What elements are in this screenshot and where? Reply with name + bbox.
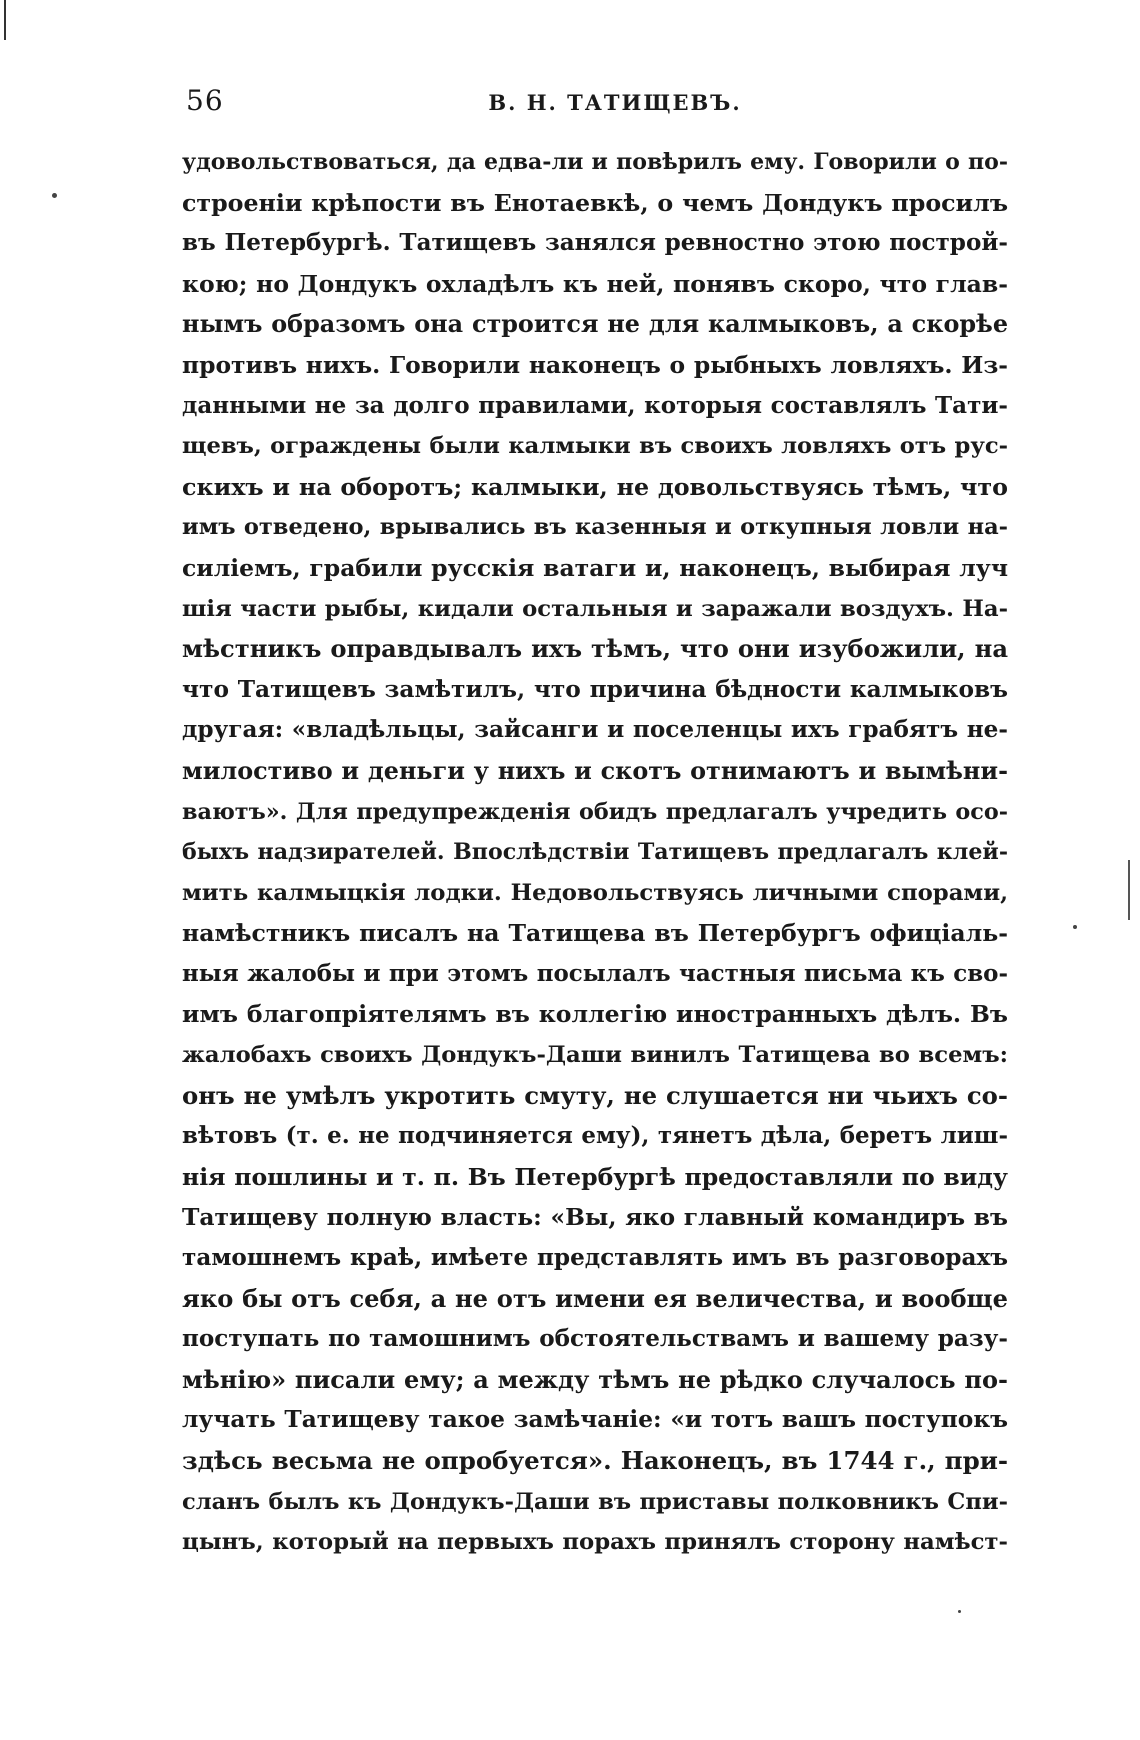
scan-speck [1073, 925, 1077, 929]
text-line: нія пошлины и т. п. Въ Петербургѣ предоставляли по виду [182, 1162, 1008, 1191]
scan-speck [52, 193, 57, 198]
text-line: сланъ былъ къ Дондукъ-Даши въ приставы полковникъ Спи- [182, 1488, 1008, 1515]
text-line: вѣтовъ (т. е. не подчиняется ему), тянетъ дѣла, беретъ лиш- [182, 1122, 1008, 1150]
text-line: другая: «владѣльцы, зайсанги и поселенцы ихъ грабятъ не- [182, 716, 1008, 744]
text-line: онъ не умѣлъ укротить смуту, не слушается ни чьихъ со- [182, 1080, 1008, 1110]
text-line: строеніи крѣпости въ Енотаевкѣ, о чемъ Дондукъ просилъ [182, 188, 1008, 217]
text-line: скихъ и на оборотъ; калмыки, не довольствуясь тѣмъ, что [182, 472, 1008, 501]
page-number: 56 [186, 84, 224, 117]
text-line: мить калмыцкія лодки. Недовольствуясь личными спорами, [182, 879, 1008, 906]
text-line: ныя жалобы и при этомъ посылалъ частныя письма къ сво- [182, 959, 1008, 987]
text-line: тамошнемъ краѣ, имѣете представлять имъ въ разговорахъ [182, 1244, 1008, 1272]
book-page [182, 80, 1008, 1563]
text-line: противъ нихъ. Говорили наконецъ о рыбныхъ ловляхъ. Из- [182, 350, 1008, 379]
scan-speck [958, 1610, 961, 1613]
text-line: щевъ, ограждены были калмыки въ своихъ ловляхъ отъ рус- [182, 433, 1008, 460]
text-line: цынъ, который на первыхъ порахъ принялъ сторону намѣст- [182, 1529, 1008, 1556]
text-line: намѣстникъ писалъ на Татищева въ Петербургъ офиціаль- [182, 919, 1008, 948]
text-line: Татищеву полную власть: «Вы, яко главный командиръ въ [182, 1203, 1008, 1232]
text-line: въ Петербургѣ. Татищевъ занялся ревностно этою построй- [182, 229, 1008, 257]
body-text [182, 142, 1008, 1563]
text-line: имъ отведено, врывались въ казенныя и откупныя ловли на- [182, 514, 1008, 541]
running-head: В. Н. ТАТИЩЕВЪ. [488, 90, 742, 115]
text-line: данными не за долго правилами, которыя составлялъ Тати- [182, 391, 1008, 419]
text-line: мѣнію» писали ему; а между тѣмъ не рѣдко случалось по- [182, 1364, 1008, 1394]
text-line: милостиво и деньги у нихъ и скотъ отнимаютъ и вымѣни- [182, 756, 1008, 785]
text-line: что Татищевъ замѣтилъ, что причина бѣдности калмыковъ [182, 675, 1008, 703]
scan-edge-mark [1128, 860, 1130, 920]
text-line: кою; но Дондукъ охладѣлъ къ ней, понявъ скоро, что глав- [182, 269, 1008, 298]
text-line: силіемъ, грабили русскія ватаги и, наконецъ, выбирая луч [182, 553, 1008, 582]
page-header [182, 80, 1008, 124]
text-line: удовольствоваться, да едва-ли и повѣрилъ ему. Говорили о по- [182, 149, 1008, 175]
text-line: здѣсь весьма не опробуется». Наконецъ, въ 1744 г., при- [182, 1446, 1008, 1475]
text-line: имъ благопріятелямъ въ коллегію иностранныхъ дѣлъ. Въ [182, 1000, 1008, 1029]
text-line: мѣстникъ оправдывалъ ихъ тѣмъ, что они изубожили, на [182, 634, 1008, 664]
scan-edge-mark [4, 0, 6, 40]
text-line: жалобахъ своихъ Дондукъ-Даши винилъ Татищева во всемъ: [182, 1042, 1008, 1069]
text-line: шія части рыбы, кидали остальныя и заражали воздухъ. На- [182, 595, 1008, 622]
text-line: быхъ надзирателей. Впослѣдствіи Татищевъ предлагалъ клей- [182, 839, 1008, 866]
text-line: яко бы отъ себя, а не отъ имени ея величества, и вообще [182, 1283, 1008, 1313]
text-line: лучать Татищеву такое замѣчаніе: «и тотъ вашъ поступокъ [182, 1406, 1008, 1434]
text-line: поступать по тамошнимъ обстоятельствамъ и вашему разу- [182, 1325, 1008, 1353]
text-line: ваютъ». Для предупрежденія обидъ предлагалъ учредить осо- [182, 798, 1008, 825]
text-line: нымъ образомъ она строится не для калмыковъ, а скорѣе [182, 310, 1008, 339]
